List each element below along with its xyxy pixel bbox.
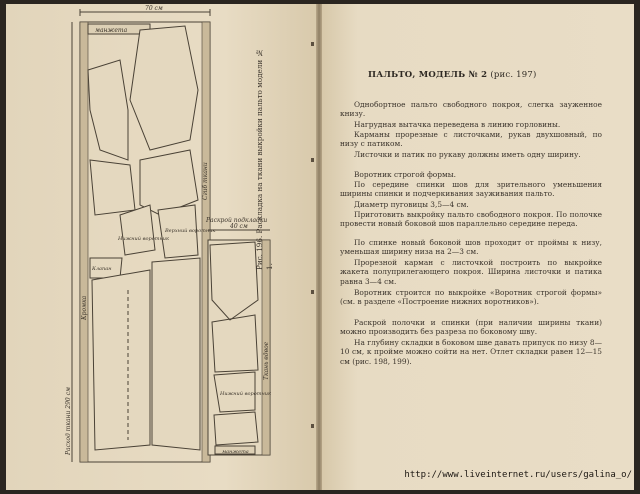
paragraph: По середине спинки шов для зрительного уменьшения ширины спинки и подчеркивания зауживания пальто. [340,180,602,199]
paragraph: Воротник строгой формы. [354,170,456,179]
lining-layout-outline [208,240,270,455]
title-figure-ref: (рис. 197) [490,70,537,80]
label-lining-width: 40 см [230,223,248,230]
label-lining-fold: Ткань вдвое [263,341,270,380]
paragraph: Воротник строится по выкройке «Воротник строгой формы» (см. в разделе «Построение нижних воротников»). [340,288,602,307]
figure-caption: Рис. 196. Раскладка на ткани выкройки пальто модели № 1. [255,48,274,270]
label-lining-collar: Нижний воротник [220,391,271,397]
paragraph: Листочки и патик по рукаву должны иметь одну ширину. [354,150,581,159]
label-under-collar: Нижний воротник [118,236,169,242]
label-top-width: 70 см [145,5,163,12]
paragraph: Однобортное пальто свободного покроя, слегка зауженное книзу. [340,100,602,119]
label-fold: Сгиб ткани [202,162,209,200]
paragraph: Нагрудная вытачка переведена в линию горловины. [354,120,561,129]
label-total-length: Расход ткани 290 см [65,387,72,455]
label-lining-title: Раскрой подкладки [206,217,268,224]
paragraph: Диаметр пуговицы 3,5—4 см. [354,200,469,209]
label-cuff-top: манжета [95,27,128,34]
label-cuff-bottom: манжета [222,449,249,455]
title-text: ПАЛЬТО, МОДЕЛЬ № 2 [368,70,488,80]
paragraph: На глубину складки в боковом шве давать припуск по низу 8—10 см, к пройме можно сойти на нет. Отлет складки равен 12—15 см (рис. 198, 199). [340,338,602,366]
page-title [368,70,598,80]
watermark-url: http://www.liveinternet.ru/users/galina_o/ [404,470,632,480]
paragraph: По спинке новый боковой шов проходит от проймы к низу, уменьшая ширину низа на 2—3 см. [340,238,602,257]
label-flap: Клапан [92,266,112,272]
label-top-collar: Верхний воротник [165,228,216,234]
paragraph: Прорезной карман с листочкой построить по выкройке жакета полуприлегающего покроя. Ширина листочки и патика равна 3—4 см. [340,258,602,286]
paragraph: Раскрой полочки и спинки (при наличии ширины ткани) можно производить без разреза по боковому шву. [340,318,602,337]
paragraph: Карманы прорезные с листочками, рукав двухшовный, по низу с патиком. [340,130,602,149]
label-selvage: Кромка [81,295,88,320]
paragraph: Приготовить выкройку пальто свободного покроя. По полочке провести новый боковой шов параллельно середине переда. [340,210,602,229]
